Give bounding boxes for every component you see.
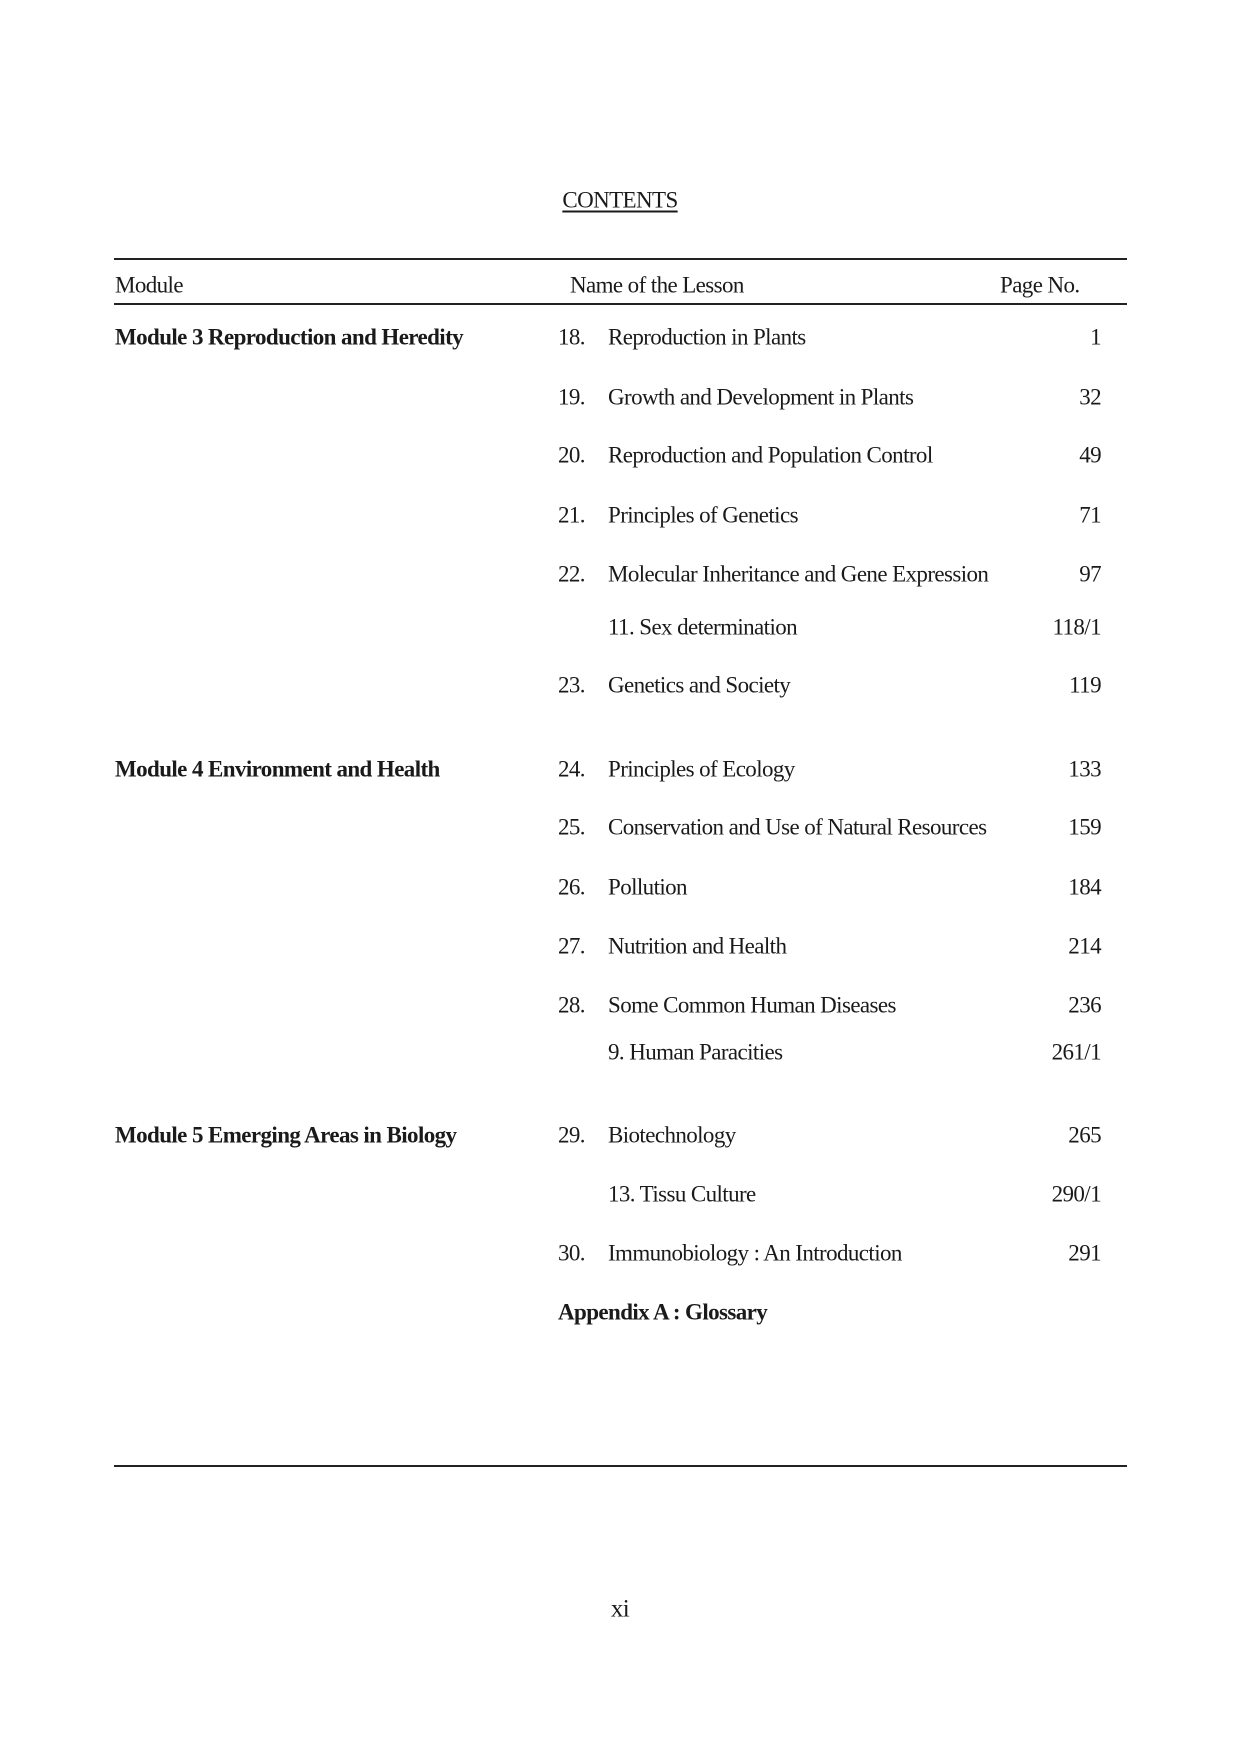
contents-title: CONTENTS [562,187,678,213]
lesson-page: 291 [1068,1240,1101,1266]
lesson-number: 22. [558,561,585,587]
module-heading: Module 3 Reproduction and Heredity [115,324,464,350]
header-page: Page No. [1000,272,1080,298]
lesson-page: 159 [1068,814,1101,840]
lesson-title[interactable]: Principles of Genetics [608,502,798,528]
lesson-page: 118/1 [1052,614,1101,640]
lesson-number: 30. [558,1240,585,1266]
lesson-number: 24. [558,756,585,782]
top-rule [114,258,1127,260]
lesson-title[interactable]: Principles of Ecology [608,756,795,782]
lesson-page: 133 [1068,756,1101,782]
lesson-page: 184 [1068,874,1101,900]
lesson-title[interactable]: Molecular Inheritance and Gene Expression [608,561,989,587]
lesson-title[interactable]: Biotechnology [608,1122,736,1148]
lesson-title[interactable]: 11. Sex determination [608,614,798,640]
lesson-number: 26. [558,874,585,900]
lesson-page: 261/1 [1051,1039,1101,1065]
lesson-title[interactable]: Growth and Development in Plants [608,384,914,410]
lesson-title[interactable]: Some Common Human Diseases [608,992,896,1018]
lesson-number: 23. [558,672,585,698]
lesson-number: 20. [558,442,585,468]
module-heading: Module 5 Emerging Areas in Biology [115,1122,457,1148]
lesson-number: 18. [558,324,585,350]
lesson-title[interactable]: Genetics and Society [608,672,791,698]
lesson-number: 21. [558,502,585,528]
lesson-page: 32 [1079,384,1101,410]
appendix-entry[interactable]: Appendix A : Glossary [558,1299,768,1325]
lesson-page: 49 [1079,442,1101,468]
lesson-title[interactable]: Conservation and Use of Natural Resources [608,814,987,840]
lesson-title[interactable]: Pollution [608,874,687,900]
header-module: Module [115,272,183,298]
lesson-page: 214 [1068,933,1101,959]
lesson-number: 28. [558,992,585,1018]
lesson-title[interactable]: Reproduction and Population Control [608,442,933,468]
lesson-page: 290/1 [1051,1181,1101,1207]
lesson-number: 19. [558,384,585,410]
page-number: xi [610,1595,630,1623]
lesson-title[interactable]: Nutrition and Health [608,933,787,959]
lesson-title[interactable]: Immunobiology : An Introduction [608,1240,902,1266]
lesson-page: 71 [1079,502,1101,528]
header-rule [114,303,1127,305]
lesson-page: 1 [1090,324,1101,350]
header-lesson: Name of the Lesson [570,272,744,298]
bottom-rule [114,1465,1127,1467]
lesson-number: 25. [558,814,585,840]
lesson-page: 97 [1079,561,1101,587]
lesson-page: 265 [1068,1122,1101,1148]
lesson-number: 29. [558,1122,585,1148]
lesson-page: 236 [1068,992,1101,1018]
lesson-title[interactable]: 13. Tissu Culture [608,1181,756,1207]
module-heading: Module 4 Environment and Health [115,756,440,782]
lesson-page: 119 [1069,672,1101,698]
lesson-title[interactable]: 9. Human Paracities [608,1039,783,1065]
lesson-title[interactable]: Reproduction in Plants [608,324,806,350]
lesson-number: 27. [558,933,585,959]
